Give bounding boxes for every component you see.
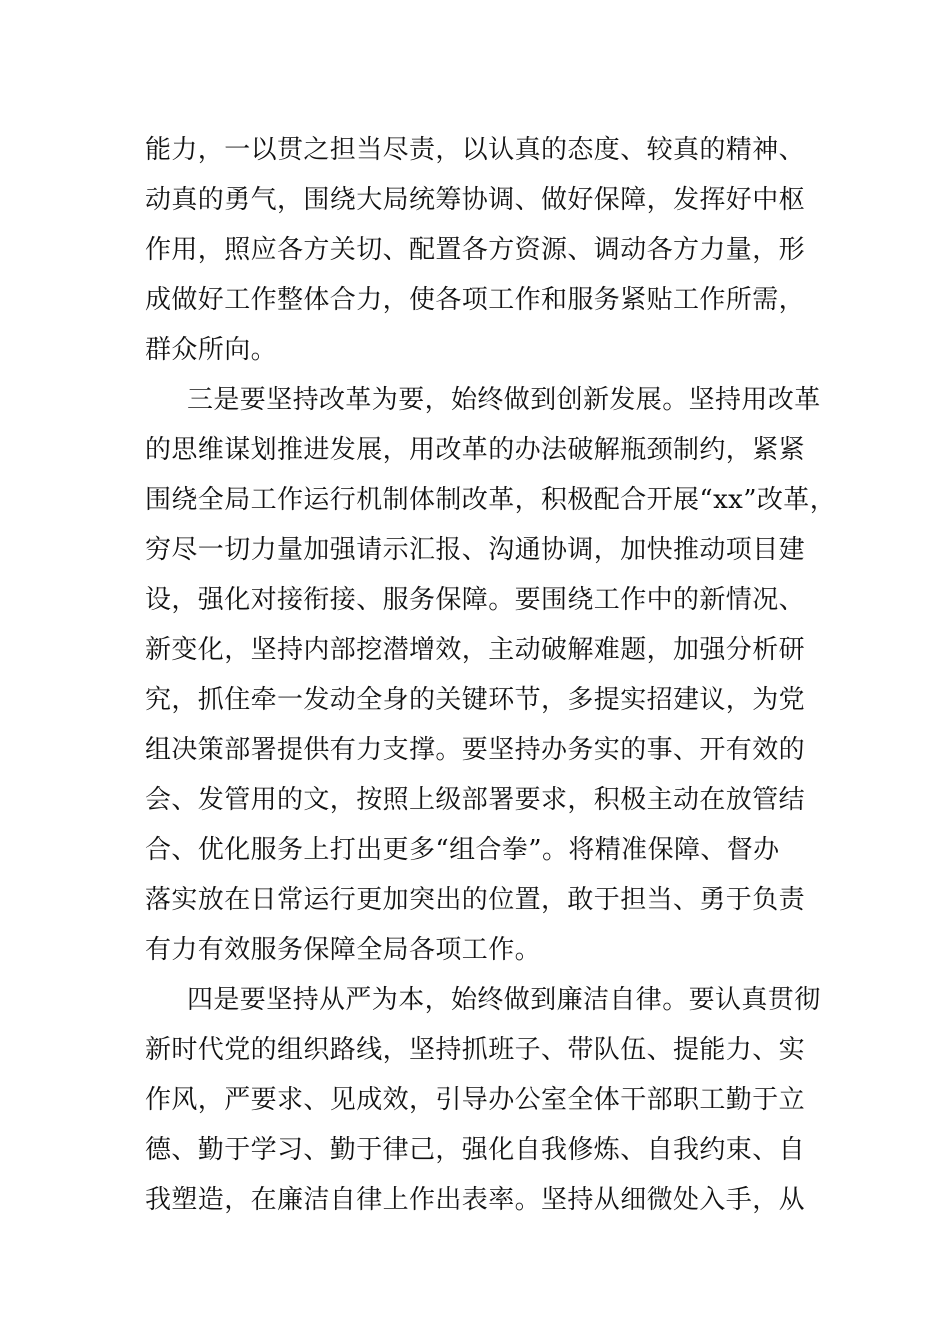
text-line: 落实放在日常运行更加突出的位置，敢于担当、勇于负责 xyxy=(145,885,806,915)
text-line: 围绕全局工作运行机制体制改革，积极配合开展“xx”改革， xyxy=(145,485,837,515)
text-line: 设，强化对接衔接、服务保障。要围绕工作中的新情况、 xyxy=(145,585,806,615)
text-line: 的思维谋划推进发展，用改革的办法破解瓶颈制约，紧紧 xyxy=(145,435,806,465)
paragraph-start-line: 三是要坚持改革为要，始终做到创新发展。坚持用改革 xyxy=(187,385,821,415)
paragraph-start-line: 四是要坚持从严为本，始终做到廉洁自律。要认真贯彻 xyxy=(187,985,821,1015)
text-line: 能力，一以贯之担当尽责，以认真的态度、较真的精神、 xyxy=(145,135,806,165)
text-line: 作风，严要求、见成效，引导办公室全体干部职工勤于立 xyxy=(145,1085,806,1115)
text-line: 穷尽一切力量加强请示汇报、沟通协调，加快推动项目建 xyxy=(145,535,806,565)
text-line: 群众所向。 xyxy=(145,335,278,365)
text-line: 作用，照应各方关切、配置各方资源、调动各方力量，形 xyxy=(145,235,806,265)
text-line: 组决策部署提供有力支撑。要坚持办务实的事、开有效的 xyxy=(145,735,806,765)
text-line: 我塑造，在廉洁自律上作出表率。坚持从细微处入手，从 xyxy=(145,1185,806,1215)
text-line: 成做好工作整体合力，使各项工作和服务紧贴工作所需， xyxy=(145,285,806,315)
text-line: 动真的勇气，围绕大局统筹协调、做好保障，发挥好中枢 xyxy=(145,185,806,215)
text-line: 有力有效服务保障全局各项工作。 xyxy=(145,935,542,965)
text-line: 会、发管用的文，按照上级部署要求，积极主动在放管结 xyxy=(145,785,806,815)
text-line: 合、优化服务上打出更多“组合拳”。将精准保障、督办 xyxy=(145,835,780,865)
text-line: 新时代党的组织路线，坚持抓班子、带队伍、提能力、实 xyxy=(145,1035,806,1065)
text-line: 究，抓住牵一发动全身的关键环节，多提实招建议，为党 xyxy=(145,685,806,715)
text-line: 德、勤于学习、勤于律己，强化自我修炼、自我约束、自 xyxy=(145,1135,806,1165)
text-line: 新变化，坚持内部挖潜增效，主动破解难题，加强分析研 xyxy=(145,635,806,665)
